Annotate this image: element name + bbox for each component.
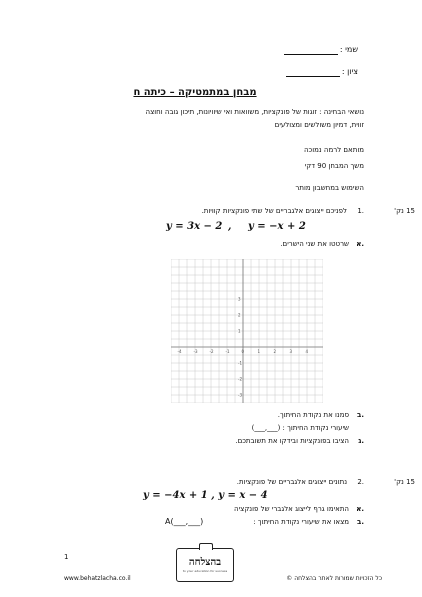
y-tick-label: -1	[238, 360, 242, 366]
grade-line[interactable]	[286, 68, 340, 77]
q2-a-letter: א.	[356, 505, 364, 513]
topics-line-2: זווית, דמיון משולשים ומצולעים	[274, 121, 364, 129]
grade-label: ציון :	[341, 67, 358, 76]
y-tick-label: 3	[238, 296, 241, 302]
q2-a-text: התאימו גרף לייצוג אלגברי של פונקציה	[234, 505, 349, 513]
q2-b-letter: ב.	[357, 518, 364, 526]
grid-lines	[171, 259, 323, 403]
logo-top-tab	[199, 543, 213, 550]
q1-equations	[166, 221, 306, 235]
q1-c-text: הציבו בפונקציות ובידקו את תשובתכם.	[235, 437, 349, 445]
x-tick-label: 4	[305, 349, 309, 354]
q1-a-letter: א.	[356, 240, 364, 248]
q1-a-text: שרטטו את שני הישרים.	[280, 240, 349, 248]
q1-b-letter: ב.	[357, 411, 364, 419]
x-tick-label: 1	[257, 349, 261, 354]
exam-duration: משך המבחן 90 דקי	[304, 162, 364, 170]
q1-eq2: y = −x + 2	[248, 221, 306, 232]
q1-b-text: סמנו את נקודת החיתוך.	[277, 411, 349, 419]
name-line[interactable]	[284, 46, 338, 55]
q1-points: 15 נק'	[394, 207, 415, 215]
x-tick-label: 2	[273, 349, 277, 354]
y-tick-label: 2	[238, 312, 241, 318]
y-tick-label: -3	[238, 392, 242, 398]
name-label: שמי :	[339, 45, 358, 54]
page-title: מבחן במתמטיקה – כיתה ח	[133, 87, 257, 98]
q2-b-answer[interactable]: A(___,___)	[165, 517, 204, 526]
q1-c-letter: ג.	[358, 437, 364, 445]
page-number: 1	[64, 553, 69, 561]
x-tick-label: 0	[241, 349, 245, 354]
q1-b-intersection[interactable]: שיעורי נקודת החיתוך : (___,___)	[251, 424, 349, 432]
x-tick-label: 3	[289, 349, 293, 354]
x-tick-label: -3	[193, 349, 198, 354]
x-tick-label: -1	[225, 349, 230, 354]
q2-points: 15 נק'	[394, 478, 415, 486]
coordinate-grid[interactable]	[171, 259, 323, 403]
y-tick-label: -2	[238, 376, 242, 382]
x-tick-label: -2	[209, 349, 214, 354]
q2-number: 2.	[357, 478, 364, 486]
name-field[interactable]	[238, 45, 358, 55]
copyright-notice: כל הזכויות שמורות לאתר בהצלחה ©	[286, 575, 382, 582]
grade-field[interactable]	[238, 67, 358, 77]
site-url[interactable]: www.behatzlacha.co.il	[64, 575, 131, 582]
exam-level: מותאם לרמה נמוכה	[303, 146, 364, 154]
q1-text: לפניכם ייצוגים אלגבריים של שתי פונקציות קוויות.	[201, 207, 347, 215]
logo-text: בהצלחה	[188, 557, 222, 568]
x-tick-label: -4	[177, 349, 182, 354]
q2-b-text: מצאו את שיעורי נקודת החיתוך :	[253, 518, 349, 526]
y-tick-label: 1	[238, 328, 241, 334]
topics-line-1: נושאי הבחינה : זוגות של פונקציות, משוואות ואי שיוויונות, תיכון גובה וחוצה	[145, 108, 364, 116]
logo-subtext: to your education for success	[182, 569, 228, 573]
q2-text: נתונים ייצוגים אלגבריים של פונקציות.	[236, 478, 347, 486]
calculator-note: השימוש במחשבון מותר	[295, 184, 364, 192]
q1-eq-separator: ,	[228, 221, 232, 232]
q1-number: 1.	[357, 207, 364, 215]
q1-eq1: y = 3x − 2	[166, 221, 223, 232]
brand-logo	[176, 548, 234, 582]
q2-equations: y = −4x + 1 , y = x − 4	[143, 490, 268, 501]
